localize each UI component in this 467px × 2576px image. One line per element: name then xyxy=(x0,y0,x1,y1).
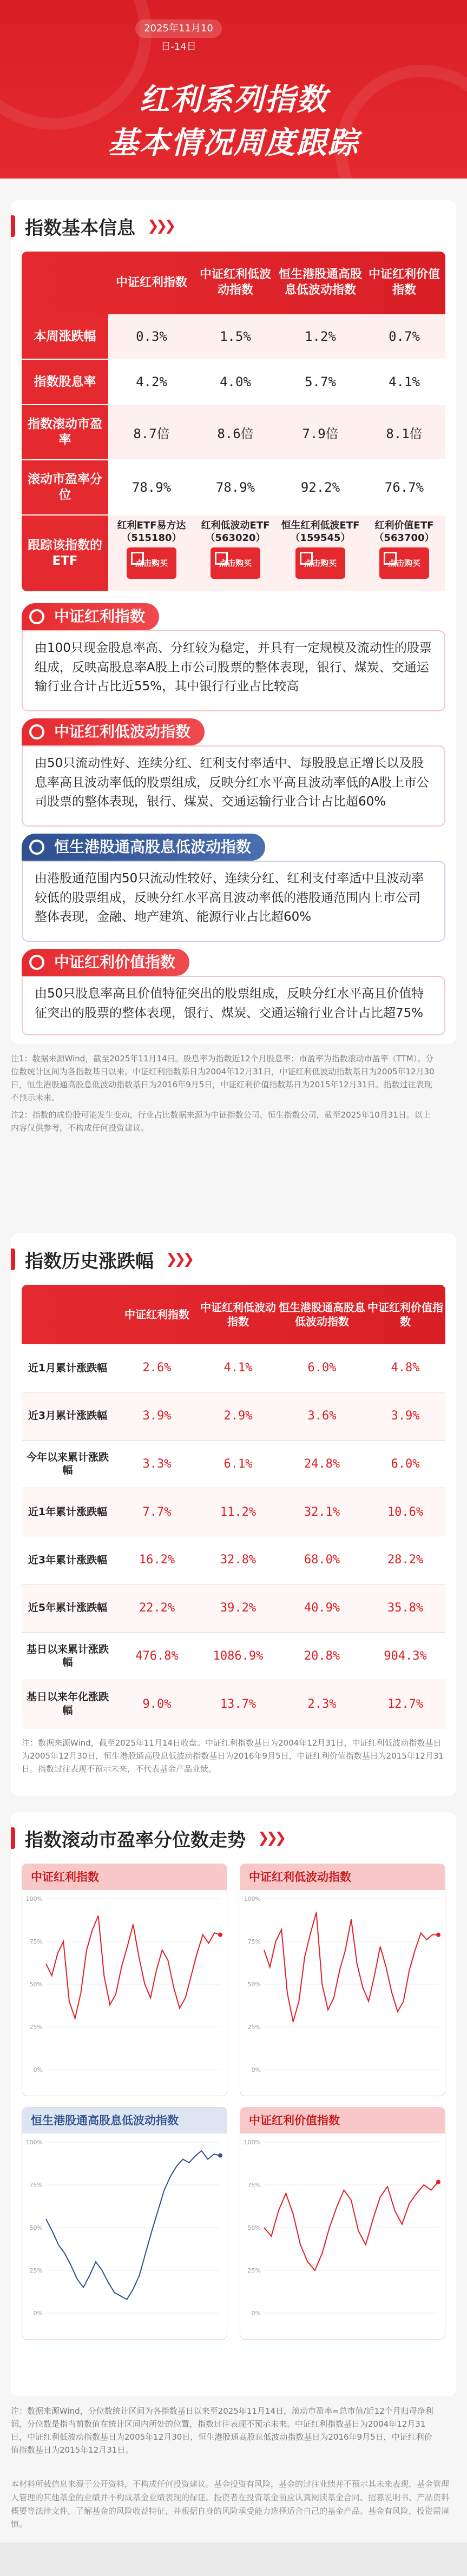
etf-name: 红利低波动ETF xyxy=(201,520,270,531)
table-cell: 7.9倍 xyxy=(302,426,339,441)
table-cell: 1.5% xyxy=(220,329,251,344)
y-tick-label: 50% xyxy=(247,1981,261,1988)
buy-button[interactable]: 点击购买 xyxy=(379,547,429,579)
column-header: 中证红利指数 xyxy=(124,1308,189,1321)
title-bar-decor xyxy=(11,1827,15,1849)
table-cell: 76.7% xyxy=(384,480,424,495)
etf-cell xyxy=(277,520,364,590)
row-label: 指数滚动市盈率 xyxy=(22,405,108,459)
section-title-text: 指数滚动市盈率分位数走势 xyxy=(25,1829,246,1851)
footnote: 注：数据来源Wind，截至2025年11月14日收盘。中证红利指数基日为2004年12月31日，中证红利低波动指数基日为2005年12月30日，恒生港股通高股息低波动指数基日为2016年9月5日，中证红利价值指数基日为2015年12月31日。指数过往表现不预示未来，不代表基金产品业绩。 xyxy=(22,1738,444,1774)
circle-icon xyxy=(29,955,44,970)
y-tick-label: 75% xyxy=(29,1938,43,1945)
table-cell: 2.9% xyxy=(223,1409,253,1423)
line-chart xyxy=(240,1890,445,2096)
description-title xyxy=(22,718,205,745)
basic-info-card xyxy=(11,200,456,1044)
description-title xyxy=(22,603,159,630)
y-tick-label: 25% xyxy=(247,2024,261,2031)
table-cell: 35.8% xyxy=(387,1601,424,1615)
table-cell: 2.3% xyxy=(307,1697,337,1711)
y-tick-label: 75% xyxy=(247,2182,261,2189)
table-cell: 9.0% xyxy=(142,1697,172,1711)
chart-title: 中证红利价值指数 xyxy=(240,2108,445,2134)
y-tick-label: 100% xyxy=(25,2139,43,2146)
table-cell: 0.7% xyxy=(389,329,420,344)
footnote: 注1：数据来源Wind，截至2025年11月14日。股息率为指数近12个月股息率；市盈率为指数滚动市盈率（TTM）。分位数统计区间为各指数基日以来。中证红利指数基日为2004年12月31日，中证红利低波动指数基日为2005年12月30日，恒生港股通高股息低波动指数基日为2016年9月5日，中证红利价值指数基日为2015年12月31日。指数过往表现不预示未来。 xyxy=(11,1054,435,1102)
description-body: 由港股通范围内50只流动性较好、连续分红、红利支付率适中且波动率较低的股票组成，反映分红水平高且波动率低的港股通范围内上市公司整体表现，金融、地产建筑、能源行业占比超60% xyxy=(22,861,445,942)
description-title xyxy=(22,949,189,976)
table-cell: 8.1倍 xyxy=(386,426,423,441)
footnotes xyxy=(11,1052,435,1214)
table-row xyxy=(22,1392,445,1441)
chart-panel xyxy=(22,1864,227,2096)
row-label: 指数股息率 xyxy=(22,360,108,404)
series-line xyxy=(46,1916,220,2019)
history-card xyxy=(11,1233,456,1796)
y-tick-label: 75% xyxy=(29,2182,43,2189)
etf-code: （515180） xyxy=(121,532,182,544)
table-cell: 3.9% xyxy=(142,1409,172,1423)
table-cell: 4.0% xyxy=(220,374,251,389)
y-tick-label: 100% xyxy=(25,1895,43,1903)
table-cell: 8.7倍 xyxy=(133,426,170,441)
row-label: 滚动市盈率分位 xyxy=(22,460,108,514)
table-cell: 904.3% xyxy=(384,1649,427,1663)
index-description xyxy=(22,718,445,827)
description-title-text: 中证红利低波动指数 xyxy=(54,723,191,741)
row-label: 近5年累计涨跌幅 xyxy=(28,1602,108,1614)
row-label: 近3月累计涨跌幅 xyxy=(28,1410,108,1422)
table-cell: 28.2% xyxy=(387,1553,424,1567)
column-header: 中证红利价值指数 xyxy=(367,1301,443,1328)
column-header: 中证红利价值指数 xyxy=(368,268,440,297)
index-description xyxy=(22,603,445,711)
column-header: 恒生港股通高股息低波动指数 xyxy=(278,268,362,297)
table-cell: 1086.9% xyxy=(213,1649,264,1663)
row-label: 基日以来年化涨跌幅 xyxy=(26,1691,109,1717)
y-tick-label: 75% xyxy=(247,1938,261,1945)
description-body: 由100只现金股息率高、分红较为稳定，并具有一定规模及流动性的股票组成，反映高股息率A股上市公司股票的整体表现，银行、煤炭、交通运输行业合计占比近55%，其中银行行业占比较高 xyxy=(22,630,445,711)
section-title xyxy=(11,213,173,239)
table-row xyxy=(22,1680,445,1728)
y-tick-label: 100% xyxy=(244,2139,261,2146)
table-cell: 13.7% xyxy=(220,1697,256,1711)
y-tick-label: 25% xyxy=(29,2267,43,2274)
etf-cell xyxy=(364,520,445,590)
table-cell: 3.9% xyxy=(391,1409,420,1423)
table-cell: 2.6% xyxy=(142,1361,172,1375)
table-header xyxy=(22,1285,445,1344)
report-title-line1: 红利系列指数 xyxy=(139,82,328,117)
chevron-right-icon: ❯❯❯ xyxy=(166,1251,192,1267)
table-cell: 0.3% xyxy=(136,329,167,344)
data-point xyxy=(436,1933,440,1937)
y-tick-label: 25% xyxy=(247,2267,261,2274)
column-header: 中证红利低波动指数 xyxy=(200,1301,276,1328)
line-chart xyxy=(22,2134,227,2340)
table-cell: 476.8% xyxy=(135,1649,179,1663)
chart-title: 中证红利低波动指数 xyxy=(240,1864,445,1890)
table-cell: 6.0% xyxy=(307,1361,337,1375)
table-cell: 22.2% xyxy=(139,1601,175,1615)
table-cell: 3.3% xyxy=(142,1457,172,1471)
table-cell: 4.1% xyxy=(223,1361,253,1375)
title-bar-decor xyxy=(11,1249,15,1270)
table-cell: 20.8% xyxy=(304,1649,340,1663)
row-label: 今年以来累计涨跌幅 xyxy=(26,1451,109,1477)
table-cell: 4.2% xyxy=(136,374,167,389)
data-point xyxy=(436,2180,440,2184)
etf-cell xyxy=(111,520,192,590)
table-cell: 32.8% xyxy=(220,1553,256,1567)
row-label: 近3年累计涨跌幅 xyxy=(28,1554,108,1566)
table-row xyxy=(22,1441,445,1489)
y-tick-label: 0% xyxy=(251,2066,261,2073)
description-body: 由50只股息率高且价值特征突出的股票组成，反映分红水平高且价值特征突出的股票的整体表现，银行、煤炭、交通运输行业合计占比超75% xyxy=(22,976,445,1035)
row-label: 跟踪该指数的ETF xyxy=(22,516,108,591)
y-tick-label: 0% xyxy=(33,2066,43,2073)
y-tick-label: 50% xyxy=(29,1981,43,1988)
table-cell: 78.9% xyxy=(215,480,255,495)
table-cell: 16.2% xyxy=(139,1553,175,1567)
chart-title: 恒生港股通高股息低波动指数 xyxy=(22,2108,227,2134)
table-cell: 6.1% xyxy=(223,1457,253,1471)
title-bar-decor xyxy=(11,215,15,237)
table-row xyxy=(22,1344,445,1392)
y-tick-label: 50% xyxy=(247,2224,261,2231)
table-cell: 1.2% xyxy=(305,329,336,344)
index-description xyxy=(22,949,445,1035)
table-cell: 40.9% xyxy=(304,1601,340,1615)
etf-code: （159545） xyxy=(290,532,351,544)
index-description xyxy=(22,834,445,942)
table-cell: 12.7% xyxy=(387,1697,424,1711)
chart-panel xyxy=(240,2107,445,2340)
column-header: 中证红利低波动指数 xyxy=(199,268,271,297)
y-tick-label: 100% xyxy=(244,1895,261,1903)
chart-panel xyxy=(240,1864,445,2096)
etf-code: （563020） xyxy=(205,532,266,544)
etf-name: 红利ETF易方达 xyxy=(117,520,186,531)
column-header: 中证红利指数 xyxy=(115,275,187,289)
table-cell: 3.6% xyxy=(307,1409,337,1423)
table-cell: 10.6% xyxy=(387,1505,424,1519)
table-cell: 11.2% xyxy=(220,1505,256,1519)
column-header: 恒生港股通高股息低波动指数 xyxy=(279,1301,365,1328)
table-cell: 4.1% xyxy=(389,374,420,389)
history-table xyxy=(22,1285,445,1728)
table-row xyxy=(22,1488,445,1536)
line-chart xyxy=(240,2134,445,2340)
table-row xyxy=(22,1536,445,1584)
section-title xyxy=(11,1246,191,1272)
footnote: 注2：指数的成份股可能发生变动，行业占比数据来源为中证指数公司、恒生指数公司，截至2025年10月31日。以上内容仅供参考，不构成任何投资建议。 xyxy=(11,1110,431,1133)
table-header xyxy=(22,252,445,314)
buy-button[interactable]: 点击购买 xyxy=(127,547,176,579)
section-title-text: 指数历史涨跌幅 xyxy=(25,1250,154,1272)
etf-code: （563700） xyxy=(374,532,435,544)
data-point xyxy=(218,2154,222,2158)
pe-percentile-card xyxy=(11,1812,456,2396)
row-label: 近1年累计涨跌幅 xyxy=(28,1505,108,1518)
table-cell: 68.0% xyxy=(304,1553,340,1567)
footnote: 注：数据来源Wind，分位数统计区间为各指数基日以来至2025年11月14日，滚动市盈率=总市值/近12个月归母净利润，分位数是指当前数值在统计区间内所处的位置，指数过往表现不预示未来。中证红利指数基日为2004年12月31日，中证红利低波动指数基日为2005年12月30日，恒生港股通高股息低波动指数基日为2016年9月5日，中证红利价值指数基日为2015年12月31日。 xyxy=(11,2406,433,2455)
table-cell: 78.9% xyxy=(131,480,172,495)
circle-icon xyxy=(29,609,44,624)
etf-name: 恒生红利低波ETF xyxy=(281,520,360,531)
table-cell: 8.6倍 xyxy=(217,426,254,441)
table-cell: 5.7% xyxy=(305,374,336,389)
y-tick-label: 25% xyxy=(29,2024,43,2031)
etf-name: 红利价值ETF xyxy=(374,520,434,531)
circle-icon xyxy=(29,840,44,855)
chart-panel xyxy=(22,2107,227,2340)
table-cell: 7.7% xyxy=(142,1505,172,1519)
section-title-text: 指数基本信息 xyxy=(25,217,135,239)
disclaimer: 本材料所载信息来源于公开资料，不构成任何投资建议。基金投资有风险，基金的过往业绩并不预示其未来表现，基金管理人管理的其他基金的业绩并不构成基金业绩表现的保证。投资者在投资基金前应认真阅读基金合同、招募说明书、产品资料概要等法律文件，了解基金的风险收益特征，并根据自身的风险承受能力选择适合自己的基金产品。基金有风险，投资需谨慎。 xyxy=(11,2479,450,2529)
line-chart xyxy=(22,1890,227,2096)
report-title-line2: 基本情况周度跟踪 xyxy=(108,126,359,161)
section-title xyxy=(11,1825,283,1851)
table-cell: 6.0% xyxy=(391,1457,420,1471)
report-date: 2025年11月10日-14日 xyxy=(135,19,222,38)
table-row xyxy=(22,1633,445,1681)
table-cell: 4.8% xyxy=(391,1361,420,1375)
row-label: 本周涨跌幅 xyxy=(22,314,108,359)
series-line xyxy=(264,1912,438,2022)
y-tick-label: 0% xyxy=(251,2310,261,2317)
description-title-text: 中证红利价值指数 xyxy=(54,953,176,971)
hero-banner xyxy=(0,0,467,179)
description-title xyxy=(22,834,265,861)
chart-title: 中证红利指数 xyxy=(22,1864,227,1890)
description-title-text: 中证红利指数 xyxy=(54,607,146,625)
buy-button[interactable]: 点击购买 xyxy=(211,547,260,579)
table-cell: 39.2% xyxy=(220,1601,256,1615)
circle-icon xyxy=(29,724,44,739)
buy-button[interactable]: 点击购买 xyxy=(295,547,345,579)
series-line xyxy=(46,2151,220,2300)
etf-cell xyxy=(195,520,276,590)
series-line xyxy=(264,2182,438,2270)
y-tick-label: 0% xyxy=(33,2310,43,2317)
row-label: 近1月累计涨跌幅 xyxy=(28,1362,108,1374)
description-body: 由50只流动性好、连续分红、红利支付率适中、每股股息正增长以及股息率高且波动率低的股票组成，反映分红水平高且波动率低的A股上市公司股票的整体表现，银行、煤炭、交通运输行业合计占比超60% xyxy=(22,745,445,827)
table-cell: 92.2% xyxy=(300,480,340,495)
y-tick-label: 50% xyxy=(29,2224,43,2231)
row-label: 基日以来累计涨跌幅 xyxy=(26,1643,109,1669)
chevron-right-icon: ❯❯❯ xyxy=(258,1830,284,1846)
description-title-text: 恒生港股通高股息低波动指数 xyxy=(54,838,252,856)
footer-bar xyxy=(0,2542,467,2576)
table-cell: 32.1% xyxy=(304,1505,340,1519)
history-table-body xyxy=(22,1344,445,1728)
table-cell: 24.8% xyxy=(304,1457,340,1471)
data-point xyxy=(218,1933,222,1937)
table-row xyxy=(22,1584,445,1633)
chevron-right-icon: ❯❯❯ xyxy=(147,218,173,234)
